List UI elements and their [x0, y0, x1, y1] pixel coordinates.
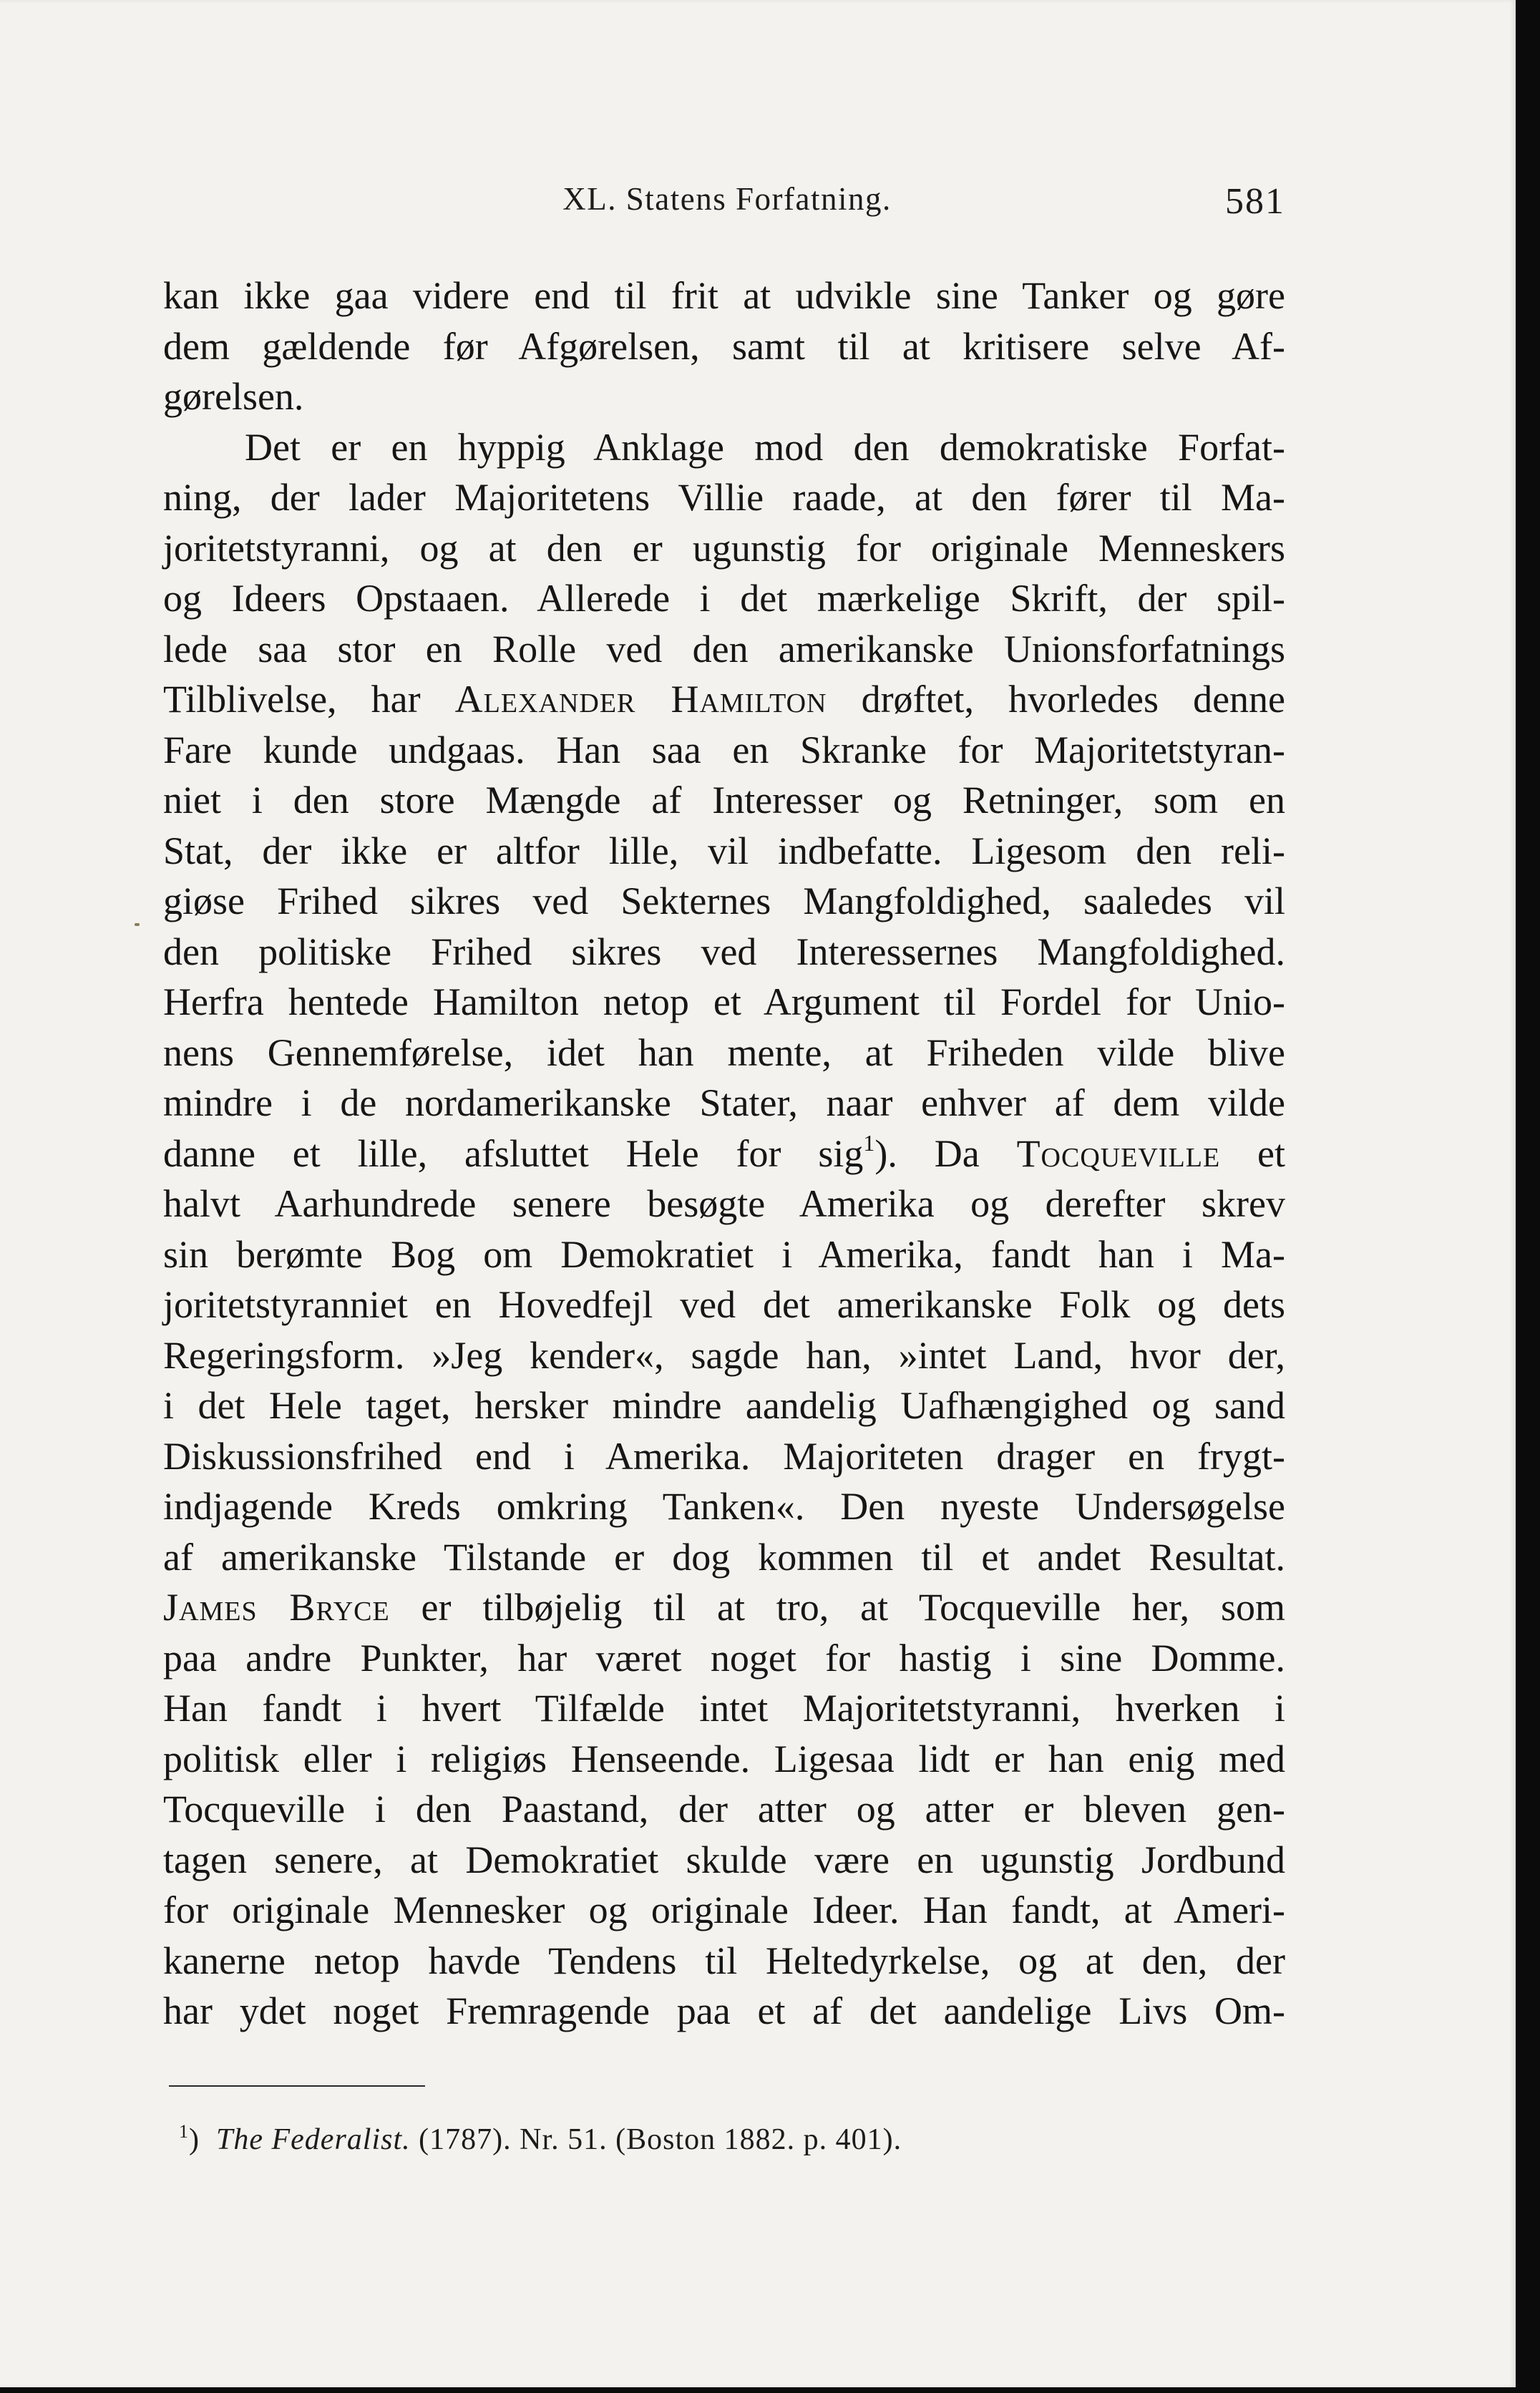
- text-segment: ). Da: [874, 1131, 980, 1175]
- text-line: Han fandt i hvert Tilfælde intet Majoritetstyranni, hverken i: [163, 1687, 1285, 1730]
- text-line: halvt Aarhundrede senere besøgte Amerika og derefter skrev: [163, 1182, 1285, 1225]
- running-head: [169, 180, 1285, 230]
- text-line: dem gældende før Afgørelsen, samt til at kritisere selve Af-: [163, 324, 1285, 368]
- text-segment: er tilbøjelig til at tro, at Tocqueville her, som: [421, 1586, 1286, 1629]
- text-line: indjagende Kreds omkring Tanken«. Den nyeste Undersøgelse: [163, 1485, 1285, 1528]
- text-line: nens Gennemførelse, idet han mente, at Friheden vilde blive: [163, 1030, 1285, 1074]
- text-line: mindre i de nordamerikanske Stater, naar enhver af dem vilde: [163, 1081, 1285, 1124]
- footnote-text: (1787). Nr. 51. (Boston 1882. p. 401).: [419, 2123, 902, 2156]
- text-line: tagen senere, at Demokratiet skulde være en ugunstig Jordbund: [163, 1838, 1285, 1881]
- person-name: Alexander Hamilton: [454, 678, 827, 721]
- text-line: [163, 674, 1285, 725]
- text-line: Herfra hentede Hamilton netop et Argument til Fordel for Unio-: [163, 980, 1285, 1023]
- text-line: niet i den store Mængde af Interesser og Retninger, som en: [163, 779, 1285, 822]
- text-line: lede saa stor en Rolle ved den amerikanske Unionsforfatnings: [163, 627, 1285, 671]
- footnote-marker-paren: ): [189, 2123, 200, 2156]
- text-line: gørelsen.: [163, 375, 304, 418]
- text-line: Tocqueville i den Paastand, der atter og atter er bleven gen-: [163, 1788, 1285, 1831]
- text-segment: Tilblivelse, har: [163, 678, 421, 721]
- text-line: Regeringsform. »Jeg kender«, sagde han, »intet Land, hvor der,: [163, 1333, 1285, 1377]
- text-line: sin berømte Bog om Demokratiet i Amerika, fandt han i Ma-: [163, 1232, 1285, 1276]
- footnote-divider: [169, 2085, 425, 2087]
- text-line: Fare kunde undgaas. Han saa en Skranke for Majoritetstyran-: [163, 728, 1285, 771]
- text-line: joritetstyranniet en Hovedfejl ved det amerikanske Folk og dets: [163, 1283, 1285, 1326]
- footnote: [179, 2120, 1252, 2160]
- text-line: paa andre Punkter, har været noget for hastig i sine Domme.: [163, 1636, 1285, 1680]
- text-line: Stat, der ikke er altfor lille, vil indbefatte. Ligesom den reli-: [163, 829, 1285, 872]
- text-line: [163, 1582, 1285, 1633]
- text-line: [163, 1129, 1285, 1179]
- text-segment: drøftet, hvorledes denne: [861, 678, 1286, 721]
- chapter-title: XL. Statens Forfatning.: [562, 181, 892, 217]
- text-line: kan ikke gaa videre end til frit at udvikle sine Tanker og gøre: [163, 274, 1285, 317]
- text-segment: danne et lille, afsluttet Hele for sig: [163, 1131, 864, 1175]
- paper-speck: [135, 923, 140, 926]
- footnote-marker: 1: [179, 2121, 189, 2142]
- text-line: har ydet noget Fremragende paa et af det aandelige Livs Om-: [163, 1989, 1285, 2032]
- person-name: James Bryce: [163, 1586, 390, 1629]
- text-line: og Ideers Opstaaen. Allerede i det mærkelige Skrift, der spil-: [163, 577, 1285, 620]
- footnote-title: The Federalist.: [216, 2123, 411, 2156]
- text-line: den politiske Frihed sikres ved Interessernes Mangfoldighed.: [163, 930, 1285, 973]
- text-line: i det Hele taget, hersker mindre aandelig Uafhængighed og sand: [163, 1384, 1285, 1427]
- text-line: for originale Mennesker og originale Ideer. Han fandt, at Ameri-: [163, 1888, 1285, 1931]
- text-line: politisk eller i religiøs Henseende. Ligesaa lidt er han enig med: [163, 1737, 1285, 1780]
- footnote-reference: 1: [863, 1129, 875, 1156]
- text-line: Diskussionsfrihed end i Amerika. Majoriteten drager en frygt-: [163, 1434, 1285, 1478]
- body-text: [163, 271, 1285, 2037]
- text-line: giøse Frihed sikres ved Sekternes Mangfoldighed, saaledes vil: [163, 879, 1285, 922]
- text-line: joritetstyranni, og at den er ugunstig for originale Menneskers: [163, 526, 1285, 570]
- person-name: Tocqueville: [1016, 1131, 1221, 1175]
- text-line: af amerikanske Tilstande er dog kommen til et andet Resultat.: [163, 1535, 1285, 1579]
- text-line: ning, der lader Majoritetens Villie raade, at den fører til Ma-: [163, 476, 1285, 519]
- text-line: kanerne netop havde Tendens til Heltedyrkelse, og at den, der: [163, 1939, 1285, 1982]
- text-segment: et: [1257, 1131, 1286, 1175]
- page-number: 581: [1225, 181, 1285, 222]
- paragraph-start-line: Det er en hyppig Anklage mod den demokratiske Forfat-: [245, 425, 1285, 469]
